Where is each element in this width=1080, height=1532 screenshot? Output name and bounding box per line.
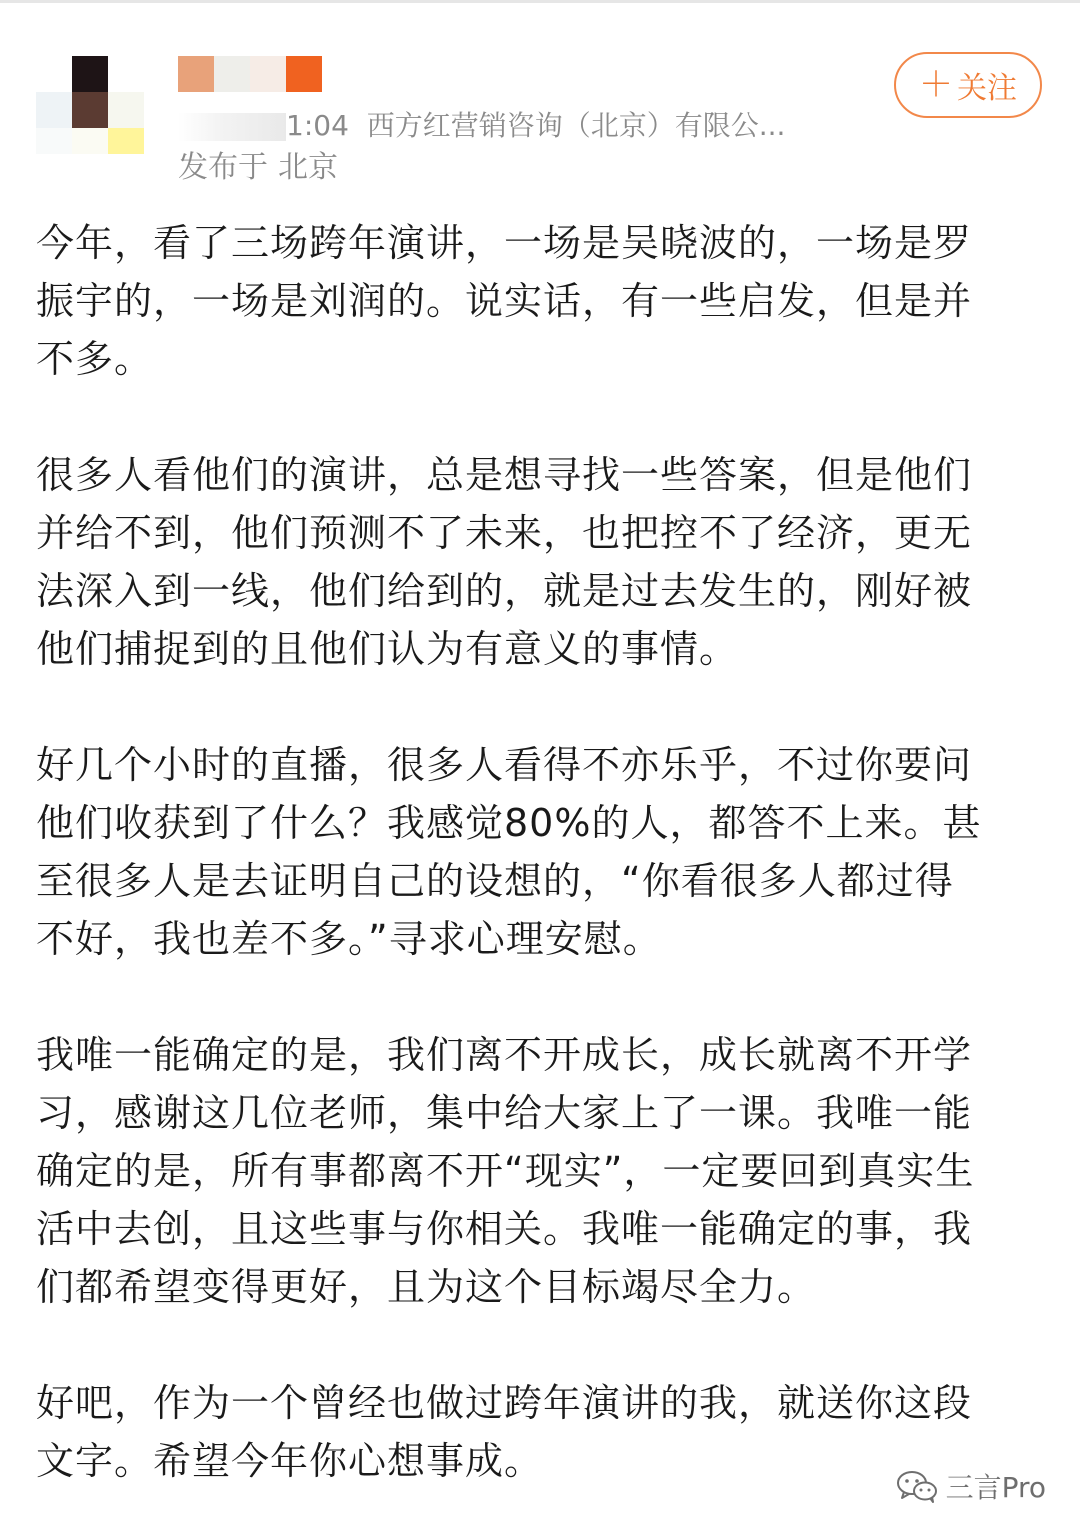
user-nickname[interactable]: [178, 56, 328, 96]
wechat-icon: [896, 1469, 938, 1503]
paragraph: 很多人看他们的演讲，总是想寻找一些答案，但是他们 并给不到，他们预测不了未来，也把控不了经济，更无 法深入到一线，他们给到的，就是过去发生的，刚好被 他们捕捉到的且他们认为有意义的事情。: [36, 453, 973, 671]
company-name: 西方红营销咨询（北京）有限公...: [366, 109, 786, 142]
plus-icon: ＋: [919, 65, 953, 105]
location-prefix: 发布于: [178, 150, 268, 185]
paragraph: 今年，看了三场跨年演讲，一场是吴晓波的，一场是罗 振宇的，一场是刘润的。说实话，有一些启发，但是并 不多。: [36, 221, 973, 381]
watermark-text: 三言Pro: [945, 1471, 1046, 1504]
post-meta: [178, 106, 785, 146]
post-time: 1:04: [286, 109, 349, 142]
avatar[interactable]: [36, 56, 146, 154]
follow-button[interactable]: [894, 52, 1042, 118]
post-location: [178, 148, 348, 188]
watermark: [896, 1466, 1046, 1506]
top-divider: [0, 0, 1080, 3]
location-value: 北京: [278, 150, 338, 185]
follow-label: 关注: [957, 71, 1017, 106]
paragraph: 我唯一能确定的是，我们离不开成长，成长就离不开学 习，感谢这几位老师，集中给大家上了一课。我唯一能 确定的是，所有事都离不开“现实”，一定要回到真实生 活中去创，且这些事与你相关。我唯一能确定的事，我 们都希望变得更好，且为这个目标竭尽全力。: [36, 1033, 975, 1309]
paragraph: 好吧，作为一个曾经也做过跨年演讲的我，就送你这段 文字。希望今年你心想事成。: [36, 1381, 973, 1483]
paragraph: 好几个小时的直播，很多人看得不亦乐乎，不过你要问 他们收获到了什么？我感觉80%的人，都答不上来。甚 至很多人是去证明自己的设想的，“你看很多人都过得 不好，我也差不多。”寻求心理安慰。: [36, 743, 982, 961]
post-content: [36, 214, 1046, 1532]
blurred-time: [178, 113, 286, 141]
